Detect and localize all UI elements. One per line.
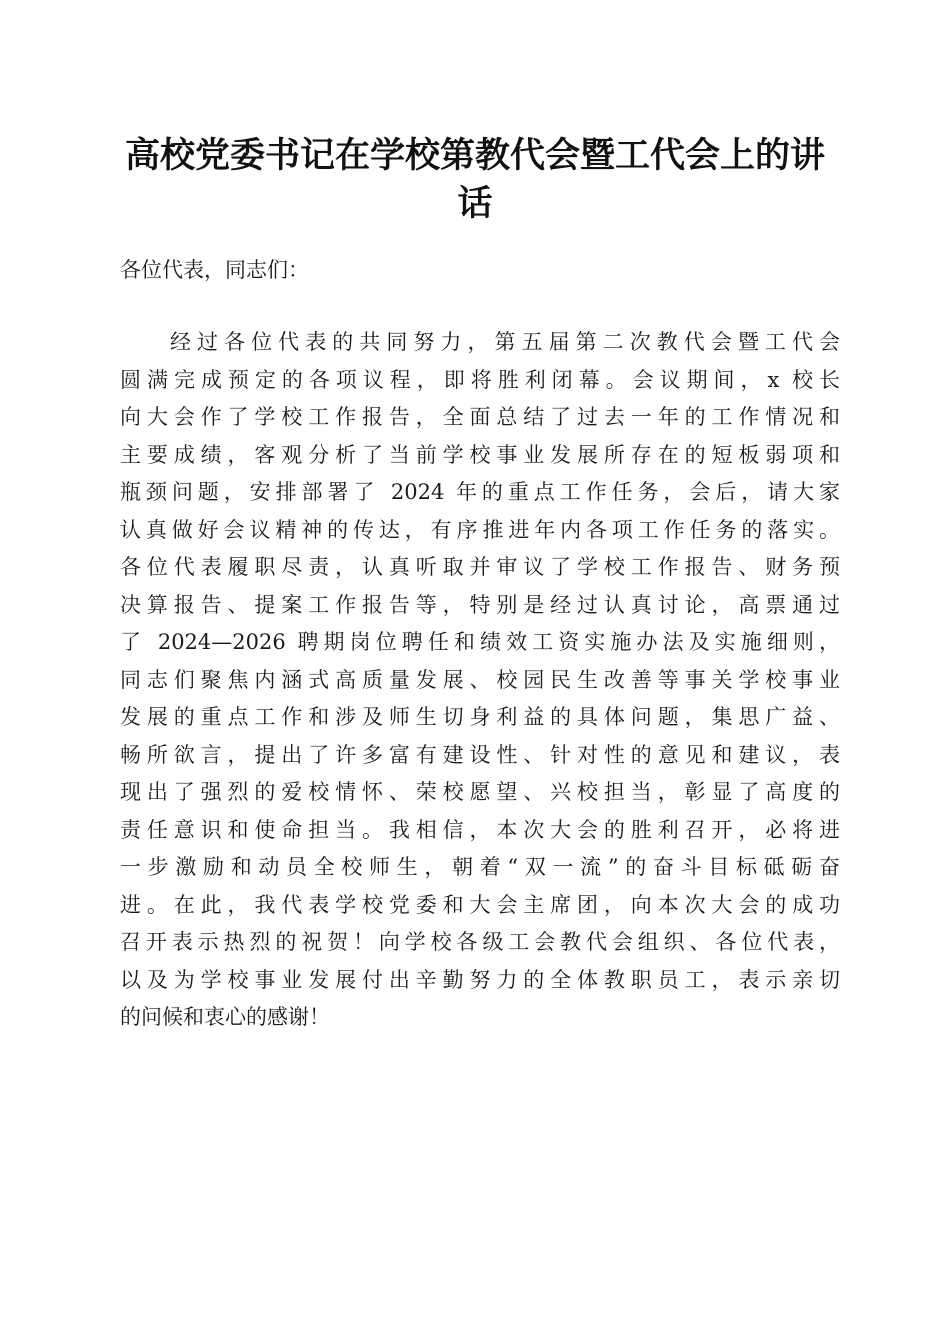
document-title: 高校党委书记在学校第教代会暨工代会上的讲话 <box>124 135 825 224</box>
paragraph-line: 圆满完成预定的各项议程，即将胜利闭幕。会议期间，x 校长 <box>120 367 840 392</box>
paragraph-line: 责任意识和使命担当。我相信，本次大会的胜利召开，必将进 <box>120 817 840 842</box>
paragraph-line: 了 2024—2026 聘期岗位聘任和绩效工资实施办法及实施细则， <box>120 630 840 654</box>
body-paragraph <box>120 324 840 1037</box>
paragraph-line: 进。在此，我代表学校党委和大会主席团，向本次大会的成功 <box>120 892 840 917</box>
paragraph-line: 畅所欲言，提出了许多富有建设性、针对性的意见和建议，表 <box>120 742 840 767</box>
paragraph-line: 认真做好会议精神的传达，有序推进年内各项工作任务的落实。 <box>120 517 840 542</box>
paragraph-line: 向大会作了学校工作报告，全面总结了过去一年的工作情况和 <box>120 405 840 429</box>
paragraph-line: 现出了强烈的爱校情怀、荣校愿望、兴校担当，彰显了高度的 <box>120 780 840 804</box>
paragraph-line: 同志们聚焦内涵式高质量发展、校园民生改善等事关学校事业 <box>120 667 840 692</box>
paragraph-line: 发展的重点工作和涉及师生切身利益的具体问题，集思广益、 <box>120 705 840 729</box>
paragraph-line: 一步激励和动员全校师生，朝着“双一流”的奋斗目标砥砺奋 <box>120 855 840 879</box>
salutation: 各位代表，同志们： <box>120 258 309 282</box>
paragraph-line: 的问候和衷心的感谢！ <box>120 1005 330 1029</box>
paragraph-line: 决算报告、提案工作报告等，特别是经过认真讨论，高票通过 <box>120 592 840 617</box>
paragraph-line: 瓶颈问题，安排部署了 2024 年的重点工作任务，会后，请大家 <box>120 480 840 504</box>
paragraph-line: 经过各位代表的共同努力，第五届第二次教代会暨工代会 <box>170 330 840 354</box>
paragraph-line: 主要成绩，客观分析了当前学校事业发展所存在的短板弱项和 <box>120 442 840 467</box>
paragraph-line: 以及为学校事业发展付出辛勤努力的全体教职员工，表示亲切 <box>120 967 840 992</box>
paragraph-line: 召开表示热烈的祝贺！向学校各级工会教代会组织、各位代表， <box>120 930 840 954</box>
paragraph-line: 各位代表履职尽责，认真听取并审议了学校工作报告、财务预 <box>120 555 840 579</box>
